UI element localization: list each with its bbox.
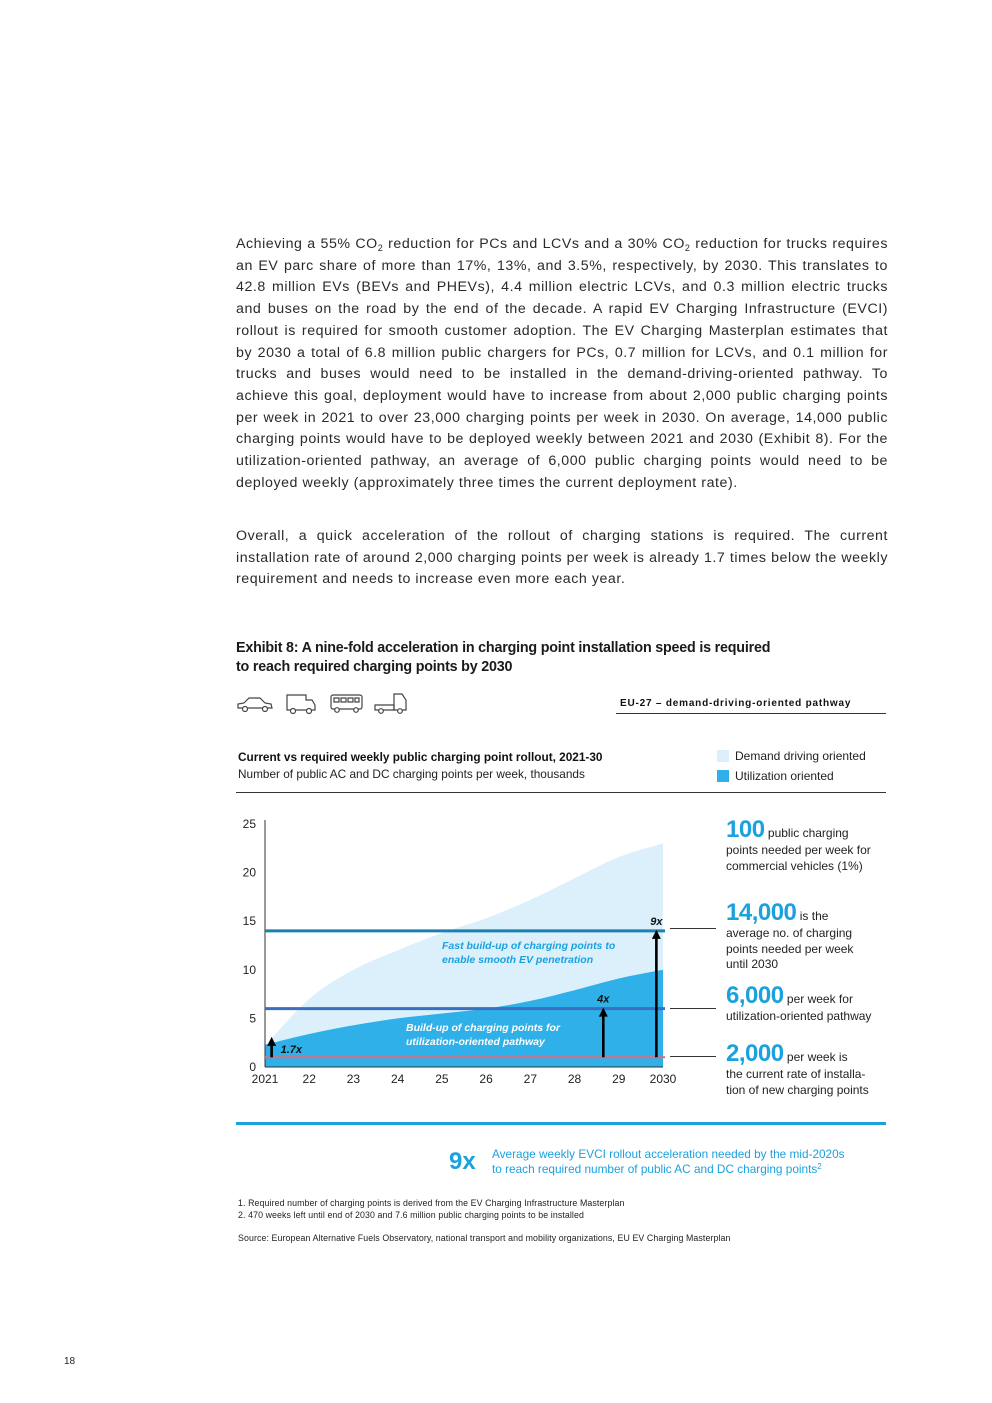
y-tick-label: 0	[249, 1060, 256, 1074]
callout-14000: 14,000 is the average no. of charging points needed per week until 2030	[726, 899, 854, 971]
callout-2000: 2,000 per week is the current rate of installa- tion of new charging points	[726, 1040, 869, 1097]
annotation-demand: enable smooth EV penetration	[442, 954, 594, 966]
arrow-label: 1.7x	[280, 1043, 303, 1056]
x-tick-label: 24	[390, 1072, 405, 1086]
x-tick-label: 26	[479, 1072, 493, 1086]
y-tick-label: 15	[242, 914, 256, 929]
annotation-utilization: utilization-oriented pathway	[406, 1036, 545, 1048]
source-note: Source: European Alternative Fuels Observatory, national transport and mobility organizations, EU EV Charging Masterplan	[238, 1233, 731, 1243]
y-tick-label: 5	[249, 1011, 256, 1026]
footnote-2: 2. 470 weeks left until end of 2030 and 7.6 million public charging points to be installed	[238, 1210, 584, 1220]
connector-6000	[670, 1008, 716, 1009]
x-tick-label: 25	[435, 1072, 449, 1086]
x-tick-label: 2030	[649, 1072, 677, 1086]
page-number: 18	[64, 1356, 76, 1367]
body-paragraph-1: Achieving a 55% $CO_2$ reduction for PCs and LCVs and a 30% $CO_2$ reduction for trucks requires an EV parc share of more than 17%, 13%, and 3.5%, respectively, by 2030. This translates to 42.8 million EVs (BEVs and PHEVs), 4.4 million electric LCVs, and 0.3 million electric trucks and buses on the road by the end of the decade. A rapid EV Charging Infrastructure (EVCI) rollout is required for smooth customer adoption. The EV Charging Masterplan estimates that by 2030 a total of 6.8 million public chargers for PCs, 0.7 million for LCVs, and 0.1 million for trucks and buses would need to be installed in the demand-driving-oriented pathway. To achieve this goal, deployment would have to increase from about 2,000 public charging points per week in 2021 to over 23,000 charging points per week in 2030. On average, 14,000 public charging points would have to be deployed weekly between 2021 and 2030 (Exhibit 8). For the utilization-oriented pathway, an average of 6,000 public charging points would need to be deployed weekly (approximately three times the current deployment rate).	[236, 236, 888, 491]
legend-utilization: Utilization oriented	[717, 769, 834, 783]
bus-icon	[331, 695, 362, 712]
summary-text: Average weekly EVCI rollout acceleration needed by the mid-2020s to reach required number of public AC and DC charging points$^2$	[492, 1147, 845, 1176]
x-tick-label: 27	[523, 1072, 538, 1086]
chart-title: Current vs required weekly public charging point rollout, 2021-30	[238, 750, 603, 764]
annotation-utilization: Build-up of charging points for	[406, 1022, 560, 1034]
pathway-rule	[616, 713, 886, 714]
x-tick-label: 29	[612, 1072, 626, 1086]
arrow-label: 9x	[650, 915, 663, 928]
y-tick-label: 20	[242, 865, 256, 880]
connector-2000	[670, 1056, 716, 1057]
y-tick-label: 10	[242, 962, 256, 977]
summary-multiplier: 9x	[449, 1148, 476, 1175]
car-icon	[238, 698, 272, 712]
connector-14000	[670, 928, 716, 929]
annotation-demand: Fast build-up of charging points to	[442, 940, 616, 952]
chart-header-rule	[236, 792, 886, 793]
vehicle-icons	[236, 692, 416, 716]
legend-swatch-demand	[717, 750, 729, 762]
van-icon	[287, 695, 315, 714]
callout-100: 100 public charging points needed per week for commercial vehicles (1%)	[726, 816, 871, 873]
footnote-1: 1. Required number of charging points is derived from the EV Charging Infrastructure Masterplan	[238, 1198, 625, 1208]
exhibit-title: Exhibit 8: A nine-fold acceleration in charging point installation speed is required to reach required charging points by 2030	[236, 640, 771, 675]
y-tick-label: 25	[242, 817, 256, 831]
pathway-label: EU-27 – demand-driving-oriented pathway	[620, 698, 852, 709]
bottom-rule	[236, 1122, 886, 1125]
x-tick-label: 28	[567, 1072, 582, 1086]
chart	[236, 812, 686, 1092]
truck-icon	[375, 694, 406, 713]
x-tick-label: 22	[302, 1072, 316, 1086]
body-paragraph-2: Overall, a quick acceleration of the rollout of charging stations is required. The current installation rate of around 2,000 charging points per week is already 1.7 times below the weekly requirement and needs to increase even more each year.	[236, 528, 888, 588]
legend-swatch-utilization	[717, 770, 729, 782]
chart-subtitle: Number of public AC and DC charging points per week, thousands	[238, 767, 585, 781]
arrow-label: 4x	[597, 993, 610, 1006]
x-tick-label: 2021	[251, 1072, 279, 1086]
x-tick-label: 23	[346, 1072, 361, 1086]
legend-demand-driving: Demand driving oriented	[717, 749, 866, 763]
callout-6000: 6,000 per week for utilization-oriented pathway	[726, 982, 872, 1023]
